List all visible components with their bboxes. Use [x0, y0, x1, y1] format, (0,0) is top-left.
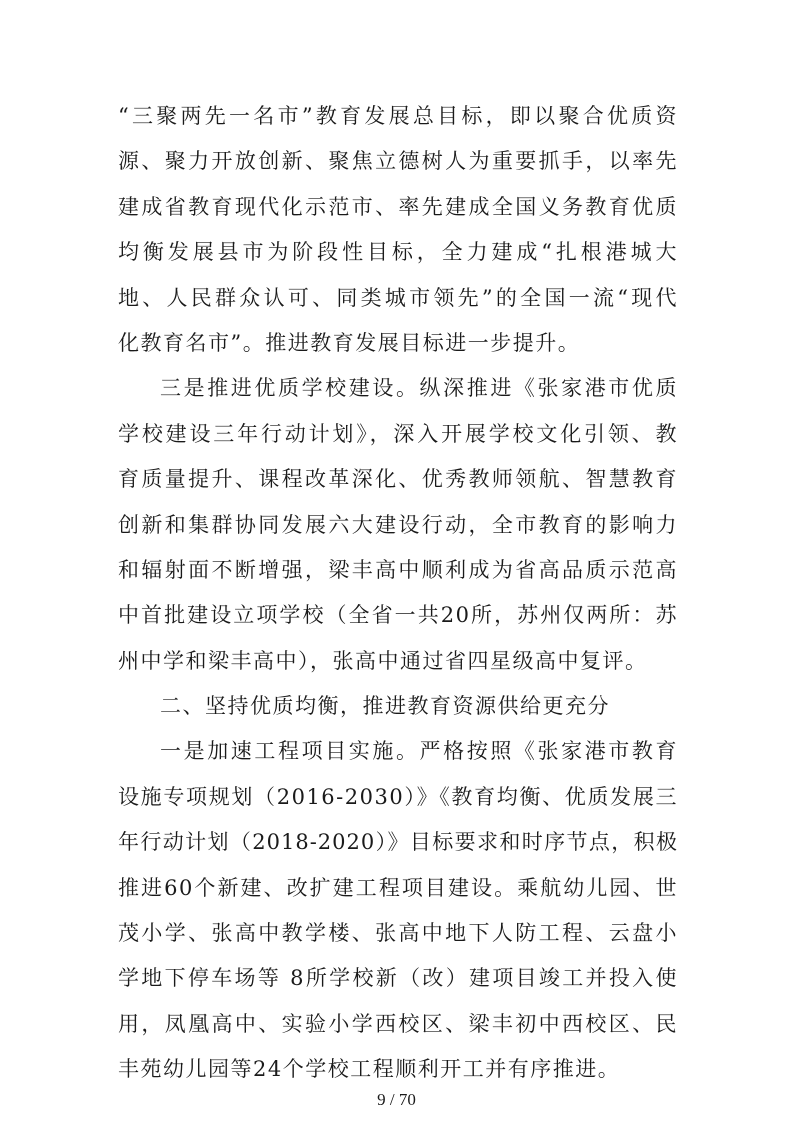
text-line: 创新和集群协同发展六大建设行动，全市教育的影响力: [118, 512, 678, 537]
text-line: 州中学和梁丰高中），张高中通过省四星级高中复评。: [118, 648, 648, 673]
text-line: 建成省教育现代化示范市、率先建成全国义务教育优质: [118, 194, 678, 219]
text-line: 和辐射面不断增强，梁丰高中顺利成为省高品质示范高: [118, 557, 678, 582]
body-text: [118, 94, 678, 1093]
text-line: 育质量提升、课程改革深化、优秀教师领航、智慧教育: [118, 467, 678, 492]
text-line: 推进60个新建、改扩建工程项目建设。乘航幼儿园、世: [118, 875, 678, 900]
text-line: 年行动计划（2018-2020）》目标要求和时序节点，积极: [118, 830, 678, 855]
text-line: “三聚两先一名市”教育发展总目标，即以聚合优质资: [118, 104, 678, 128]
text-line: 均衡发展县市为阶段性目标，全力建成“扎根港城大: [118, 240, 678, 265]
paragraph-first-line: 三是推进优质学校建设。纵深推进《张家港市优质: [160, 376, 678, 401]
text-line: 学地下停车场等 8所学校新（改）建项目竣工并投入使: [118, 966, 678, 991]
text-line: 茂小学、张高中教学楼、张高中地下人防工程、云盘小: [118, 921, 678, 946]
text-line: 化教育名市”。推进教育发展目标进一步提升。: [118, 330, 581, 355]
text-line: 设施专项规划（2016-2030）》《教育均衡、优质发展三: [118, 784, 678, 809]
paragraph-first-line: 一是加速工程项目实施。严格按照《张家港市教育: [160, 739, 678, 764]
text-line: 学校建设三年行动计划》，深入开展学校文化引领、教: [118, 421, 678, 446]
text-line: 源、聚力开放创新、聚焦立德树人为重要抓手，以率先: [118, 149, 678, 174]
text-line: 地、人民群众认可、同类城市领先”的全国一流“现代: [118, 285, 678, 310]
page-number: 9 / 70: [377, 1090, 416, 1109]
section-heading: 二、坚持优质均衡，推进教育资源供给更充分: [160, 694, 610, 719]
text-line: 丰苑幼儿园等24个学校工程顺利开工并有序推进。: [118, 1057, 621, 1082]
text-line: 用，凤凰高中、实验小学西校区、梁丰初中西校区、民: [118, 1011, 678, 1036]
text-line: 中首批建设立项学校（全省一共20所，苏州仅两所：苏: [118, 603, 678, 628]
